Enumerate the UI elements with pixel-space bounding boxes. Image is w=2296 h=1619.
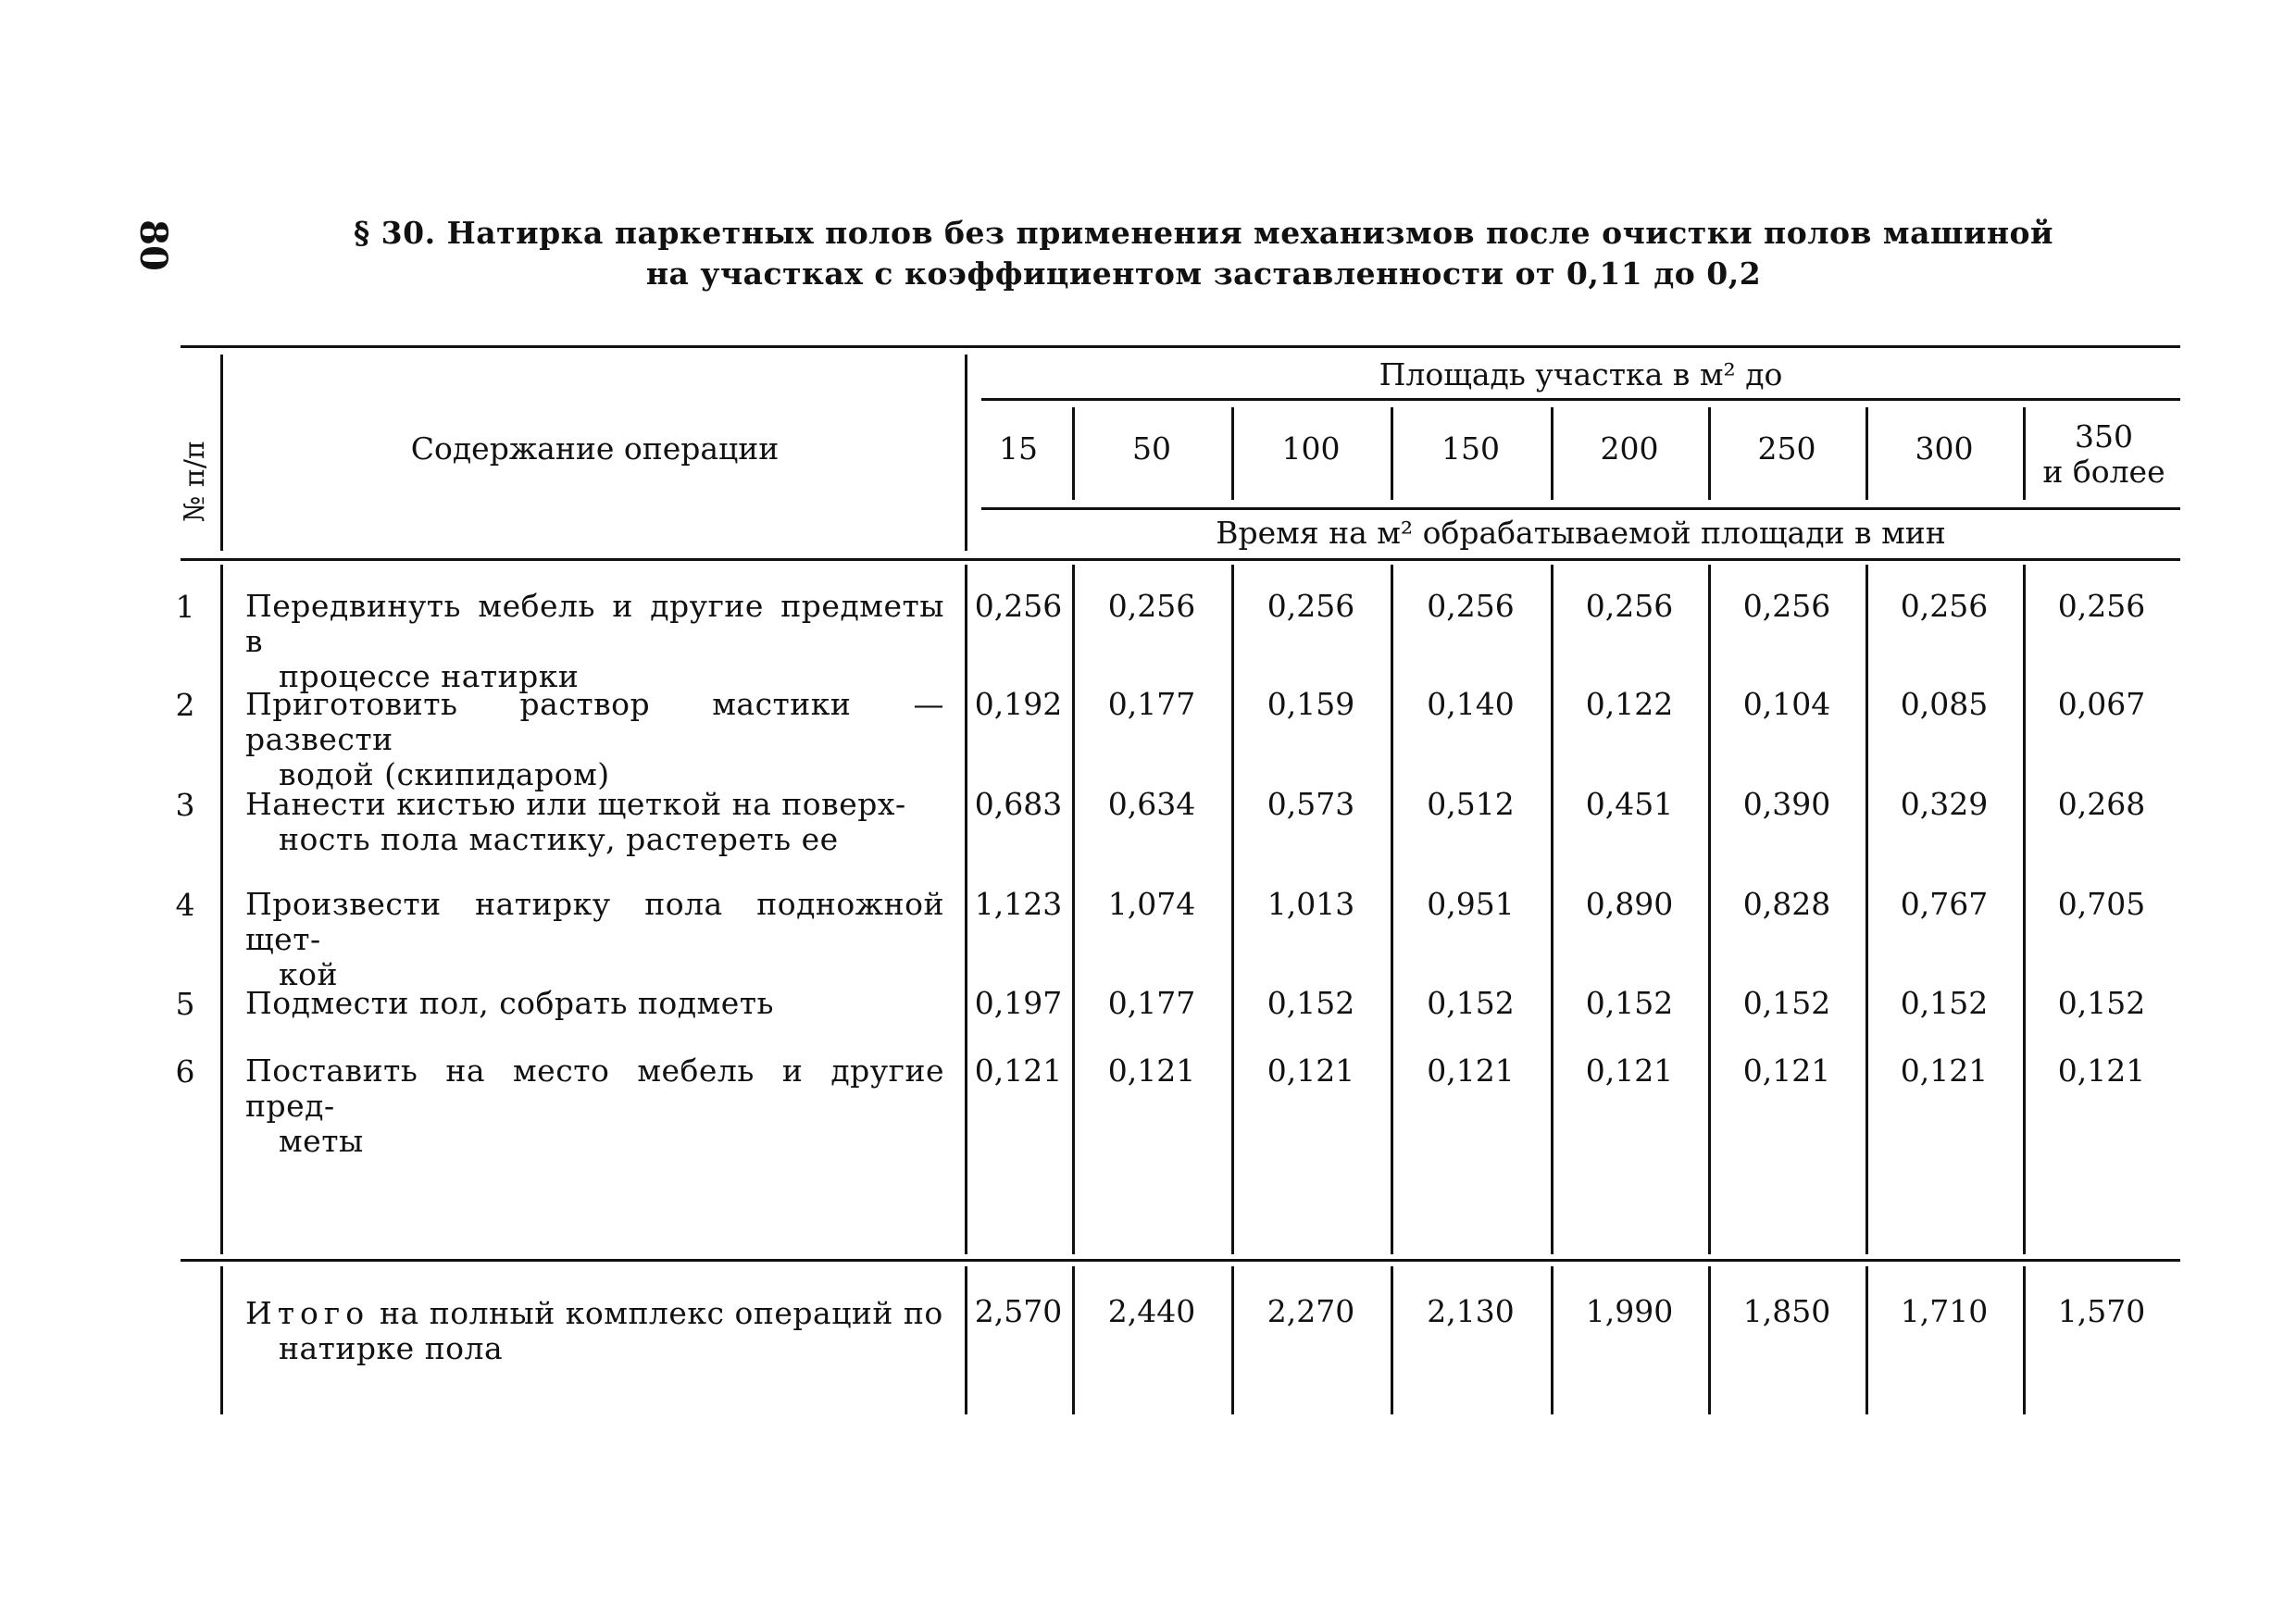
column-separator bbox=[1391, 1266, 1393, 1414]
time-value: 0,121 bbox=[1267, 1052, 1355, 1089]
rule-header-bottom bbox=[181, 558, 2180, 561]
total-value: 1,570 bbox=[2057, 1293, 2146, 1329]
vline-num bbox=[220, 355, 223, 551]
operation-line-2: кой bbox=[279, 956, 338, 992]
total-value: 2,130 bbox=[1427, 1293, 1515, 1329]
rule-total-top bbox=[181, 1259, 2180, 1262]
total-value: 1,710 bbox=[1900, 1293, 1989, 1329]
total-label bbox=[245, 1296, 944, 1366]
time-value: 0,256 bbox=[1427, 588, 1515, 624]
vline-op-total bbox=[965, 1266, 967, 1414]
time-value: 0,152 bbox=[1427, 985, 1515, 1021]
col-header-350-line1: 350 bbox=[2075, 418, 2133, 455]
rule-top bbox=[181, 345, 2180, 348]
total-value: 2,270 bbox=[1267, 1293, 1355, 1329]
col-header-150: 150 bbox=[1441, 430, 1500, 467]
time-value: 0,573 bbox=[1267, 786, 1355, 822]
time-value: 1,074 bbox=[1107, 886, 1196, 922]
area-header: Площадь участка в м² до bbox=[1379, 356, 1783, 392]
time-value: 0,121 bbox=[974, 1052, 1063, 1089]
time-value: 0,256 bbox=[1742, 588, 1831, 624]
operation-line-1: Передвинуть мебель и другие предметы в bbox=[245, 588, 944, 659]
time-value: 0,451 bbox=[1585, 786, 1674, 822]
time-value: 0,121 bbox=[1900, 1052, 1989, 1089]
time-value: 0,256 bbox=[1107, 588, 1196, 624]
time-value: 0,152 bbox=[1742, 985, 1831, 1021]
time-value: 0,152 bbox=[1900, 985, 1989, 1021]
vline-num-body bbox=[220, 565, 223, 1254]
operation-text bbox=[245, 687, 944, 792]
title-line-1: § 30. Натирка паркетных полов без применения механизмов после очистки полов машиной bbox=[353, 215, 2054, 251]
operation-line-2: ность пола мастику, растереть ее bbox=[279, 821, 839, 857]
row-number: 2 bbox=[175, 687, 195, 723]
operation-line-1: Произвести натирку пола подножной щет- bbox=[245, 886, 944, 957]
section-title bbox=[231, 213, 2176, 294]
operation-line-2: процессе натирки bbox=[279, 658, 580, 694]
col-header-350-line2: и более bbox=[2042, 454, 2165, 490]
row-number: 3 bbox=[175, 787, 195, 823]
time-value: 0,067 bbox=[2057, 686, 2146, 722]
operation-line-1: Нанести кистью или щеткой на поверх- bbox=[245, 786, 906, 822]
column-separator bbox=[1551, 1266, 1554, 1414]
time-value: 0,159 bbox=[1267, 686, 1355, 722]
operation-line-2: водой (скипидаром) bbox=[279, 756, 610, 792]
col-header-200: 200 bbox=[1600, 430, 1659, 467]
column-separator bbox=[1231, 1266, 1234, 1414]
page-number: 80 bbox=[131, 219, 175, 271]
time-value: 0,121 bbox=[1585, 1052, 1674, 1089]
time-value: 0,256 bbox=[1267, 588, 1355, 624]
time-value: 0,177 bbox=[1107, 686, 1196, 722]
column-separator bbox=[2023, 1266, 2026, 1414]
time-value: 0,256 bbox=[2057, 588, 2146, 624]
col-header-15: 15 bbox=[999, 430, 1038, 467]
time-value: 0,104 bbox=[1742, 686, 1831, 722]
col-header-100: 100 bbox=[1281, 430, 1341, 467]
time-value: 0,256 bbox=[974, 588, 1063, 624]
time-value: 0,192 bbox=[974, 686, 1063, 722]
time-value: 0,268 bbox=[2057, 786, 2146, 822]
operation-line-1: Поставить на место мебель и другие пред- bbox=[245, 1052, 944, 1124]
operation-text bbox=[245, 787, 944, 857]
time-value: 0,121 bbox=[1742, 1052, 1831, 1089]
col-header-50: 50 bbox=[1132, 430, 1171, 467]
row-number: 1 bbox=[175, 589, 195, 625]
operation-line-1: Приготовить раствор мастики — развести bbox=[245, 686, 944, 757]
num-header: № п/п bbox=[178, 440, 211, 523]
time-value: 0,329 bbox=[1900, 786, 1989, 822]
time-value: 1,123 bbox=[974, 886, 1063, 922]
total-label-word: Итого bbox=[245, 1295, 370, 1331]
col-header-350 bbox=[2028, 410, 2180, 499]
rule-area-sub bbox=[981, 398, 2180, 401]
row-number: 5 bbox=[175, 986, 195, 1022]
operation-header: Содержание операции bbox=[410, 430, 780, 467]
total-value: 2,570 bbox=[974, 1293, 1063, 1329]
col-header-250: 250 bbox=[1757, 430, 1816, 467]
total-value: 1,850 bbox=[1742, 1293, 1831, 1329]
time-value: 0,177 bbox=[1107, 985, 1196, 1021]
total-value: 2,440 bbox=[1107, 1293, 1196, 1329]
operation-text bbox=[245, 589, 944, 694]
time-value: 0,085 bbox=[1900, 686, 1989, 722]
time-value: 0,121 bbox=[2057, 1052, 2146, 1089]
col-header-300: 300 bbox=[1915, 430, 1974, 467]
time-value: 0,512 bbox=[1427, 786, 1515, 822]
time-value: 0,152 bbox=[1267, 985, 1355, 1021]
total-label-line2: натирке пола bbox=[279, 1330, 504, 1366]
time-value: 0,683 bbox=[974, 786, 1063, 822]
time-value: 0,256 bbox=[1900, 588, 1989, 624]
time-value: 0,705 bbox=[2057, 886, 2146, 922]
time-value: 0,152 bbox=[1585, 985, 1674, 1021]
rule-time bbox=[981, 507, 2180, 510]
column-separator bbox=[1072, 1266, 1075, 1414]
time-value: 0,890 bbox=[1585, 886, 1674, 922]
time-header: Время на м² обрабатываемой площади в мин bbox=[1216, 515, 1946, 551]
operation-text bbox=[245, 1053, 944, 1159]
time-value: 0,122 bbox=[1585, 686, 1674, 722]
time-value: 0,767 bbox=[1900, 886, 1989, 922]
operation-line-2: меты bbox=[279, 1123, 364, 1159]
operation-text bbox=[245, 887, 944, 992]
title-line-2: на участках с коэффициентом заставленности от 0,11 до 0,2 bbox=[645, 255, 1762, 292]
time-value: 0,390 bbox=[1742, 786, 1831, 822]
time-value: 0,634 bbox=[1107, 786, 1196, 822]
time-value: 0,951 bbox=[1427, 886, 1515, 922]
time-value: 0,256 bbox=[1585, 588, 1674, 624]
total-label-rest: на полный комплекс операций по bbox=[369, 1295, 943, 1331]
vline-num-total bbox=[220, 1266, 223, 1414]
row-number: 4 bbox=[175, 887, 195, 923]
time-value: 0,197 bbox=[974, 985, 1063, 1021]
column-separator bbox=[1866, 1266, 1868, 1414]
column-separator bbox=[1708, 1266, 1711, 1414]
time-value: 0,121 bbox=[1427, 1052, 1515, 1089]
time-value: 0,828 bbox=[1742, 886, 1831, 922]
column-separator bbox=[2023, 407, 2026, 500]
time-value: 1,013 bbox=[1267, 886, 1355, 922]
operation-line-1: Подмести пол, собрать подметь bbox=[245, 985, 775, 1021]
total-value: 1,990 bbox=[1585, 1293, 1674, 1329]
time-value: 0,152 bbox=[2057, 985, 2146, 1021]
time-value: 0,140 bbox=[1427, 686, 1515, 722]
row-number: 6 bbox=[175, 1053, 195, 1090]
operation-text bbox=[245, 986, 944, 1021]
time-value: 0,121 bbox=[1107, 1052, 1196, 1089]
